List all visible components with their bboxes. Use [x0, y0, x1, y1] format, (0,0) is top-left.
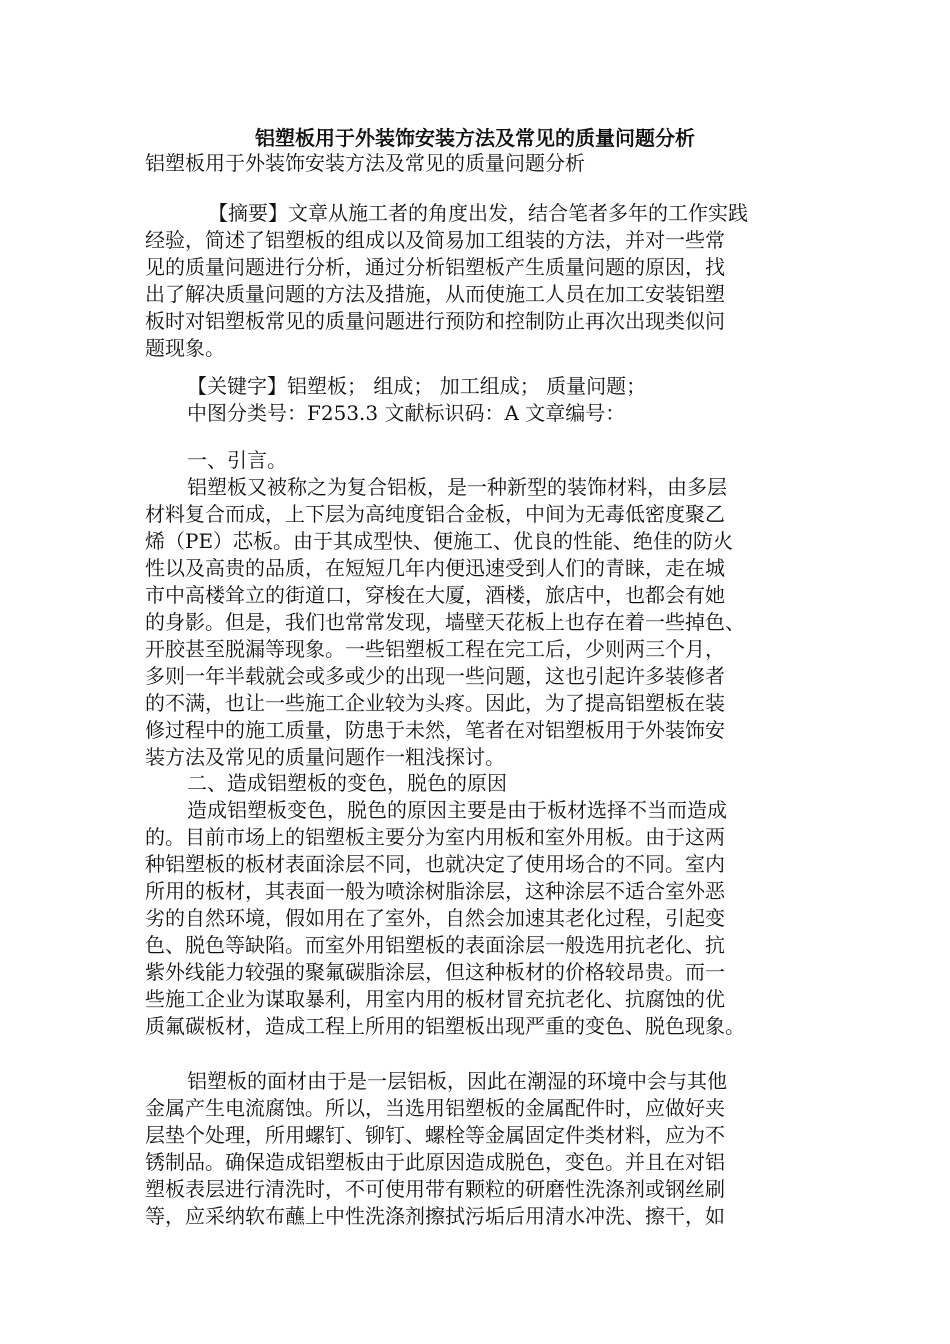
body-line: 紫外线能力较强的聚氟碳脂涂层，但这种板材的价格较昂贵。而一: [145, 960, 725, 984]
body-line: 的身影。但是，我们也常常发现，墙壁天花板上也存在着一些掉色、: [145, 610, 745, 634]
body-line: 层垫个处理，所用螺钉、铆钉、螺栓等金属固定件类材料，应为不: [145, 1123, 725, 1147]
section-heading: 一、引言。: [187, 448, 287, 472]
section-heading: 二、造成铝塑板的变色，脱色的原因: [187, 771, 507, 795]
body-line: 所用的板材，其表面一般为喷涂树脂涂层，这种涂层不适合室外恶: [145, 879, 725, 903]
document-title: 铝塑板用于外装饰安装方法及常见的质量问题分析: [255, 126, 695, 150]
abstract-line: 【摘要】文章从施工者的角度出发，结合笔者多年的工作实践: [208, 201, 748, 225]
body-line: 造成铝塑板变色，脱色的原因主要是由于板材选择不当而造成: [187, 798, 727, 822]
keywords-block: [145, 373, 805, 427]
abstract-line: 题现象。: [145, 336, 225, 360]
body-line: 市中高楼耸立的街道口，穿梭在大厦，酒楼，旅店中，也都会有她: [145, 583, 725, 607]
document-subtitle: 铝塑板用于外装饰安装方法及常见的质量问题分析: [145, 151, 585, 175]
body-line: 些施工企业为谋取暴利，用室内用的板材冒充抗老化、抗腐蚀的优: [145, 987, 725, 1011]
body-line: 的不满，也让一些施工企业较为头疼。因此，为了提高铝塑板在装: [145, 691, 725, 715]
abstract-line: 出了解决质量问题的方法及措施，从而使施工人员在加工安装铝塑: [145, 282, 725, 306]
body-line: 装方法及常见的质量问题作一粗浅探讨。: [145, 745, 505, 769]
keywords-line: 【关键字】铝塑板； 组成； 加工组成； 质量问题；: [187, 374, 647, 398]
abstract-line: 板时对铝塑板常见的质量问题进行预防和控制防止再次出现类似问: [145, 309, 725, 333]
body-line: 材料复合而成，上下层为高纯度铝合金板，中间为无毒低密度聚乙: [145, 502, 725, 526]
body-line: 多则一年半载就会或多或少的出现一些问题，这也引起许多装修者: [145, 664, 725, 688]
body-line: 塑板表层进行清洗时，不可使用带有颗粒的研磨性洗涤剂或钢丝刷: [145, 1177, 725, 1201]
body-line: 色、脱色等缺陷。而室外用铝塑板的表面涂层一般选用抗老化、抗: [145, 933, 725, 957]
body-line: 铝塑板的面材由于是一层铝板，因此在潮湿的环境中会与其他: [187, 1069, 727, 1093]
body-line: 修过程中的施工质量，防患于未然，笔者在对铝塑板用于外装饰安: [145, 718, 725, 742]
body-line: 铝塑板又被称之为复合铝板，是一种新型的装饰材料，由多层: [187, 475, 727, 499]
abstract-paragraph: [145, 200, 805, 362]
section-2: [145, 770, 805, 1040]
body-line: 金属产生电流腐蚀。所以，当选用铝塑板的金属配件时，应做好夹: [145, 1096, 725, 1120]
body-line: 的。目前市场上的铝塑板主要分为室内用板和室外用板。由于这两: [145, 825, 725, 849]
section-1: [145, 447, 805, 771]
body-line: 质氟碳板材，造成工程上所用的铝塑板出现严重的变色、脱色现象。: [145, 1014, 745, 1038]
body-line: 锈制品。确保造成铝塑板由于此原因造成脱色，变色。并且在对铝: [145, 1150, 725, 1174]
classification-line: 中图分类号：F253.3 文献标识码：A 文章编号：: [187, 401, 626, 425]
abstract-line: 经验，简述了铝塑板的组成以及简易加工组装的方法，并对一些常: [145, 228, 725, 252]
body-line: 种铝塑板的板材表面涂层不同，也就决定了使用场合的不同。室内: [145, 852, 725, 876]
abstract-line: 见的质量问题进行分析，通过分析铝塑板产生质量问题的原因，找: [145, 255, 725, 279]
body-line: 劣的自然环境，假如用在了室外，自然会加速其老化过程，引起变: [145, 906, 725, 930]
body-line: 开胶甚至脱漏等现象。一些铝塑板工程在完工后，少则两三个月，: [145, 637, 725, 661]
body-line: 等，应采纳软布蘸上中性洗涤剂擦拭污垢后用清水冲洗、擦干，如: [145, 1204, 725, 1228]
body-line: 烯（PE）芯板。由于其成型快、便施工、优良的性能、绝佳的防火: [145, 529, 734, 553]
section-3: [145, 1068, 805, 1230]
body-line: 性以及高贵的品质，在短短几年内便迅速受到人们的青睐，走在城: [145, 556, 725, 580]
